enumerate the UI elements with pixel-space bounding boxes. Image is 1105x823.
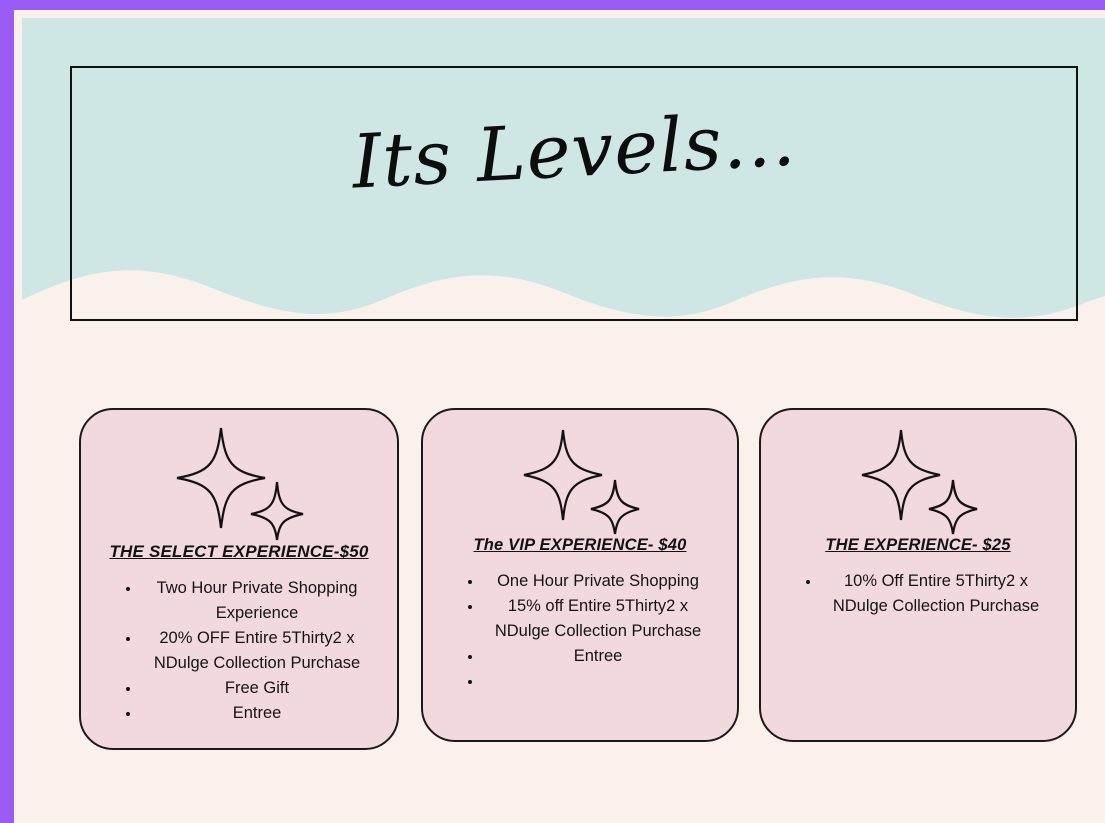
list-item: • Entree: [141, 701, 373, 726]
tier-card-select[interactable]: [79, 408, 399, 750]
card-benefit-list: [439, 569, 721, 694]
sparkle-icons: [777, 424, 1059, 536]
tier-cards: [22, 400, 1105, 750]
card-title: THE SELECT EXPERIENCE-$50: [109, 542, 369, 561]
card-benefit-list: [777, 569, 1059, 619]
tier-card-experience[interactable]: [759, 408, 1077, 742]
list-item: • 20% OFF Entire 5Thirty2 x NDulge Collection Purchase: [141, 626, 373, 676]
poster-inner: [22, 18, 1105, 823]
list-item: • Entree: [483, 644, 713, 669]
sparkle-icon: [169, 424, 309, 542]
list-item: • 10% Off Entire 5Thirty2 x NDulge Collection Purchase: [821, 569, 1051, 619]
list-item: • One Hour Private Shopping: [483, 569, 713, 594]
tier-card-vip[interactable]: [421, 408, 739, 742]
card-benefit-list: [97, 576, 381, 726]
list-item: • Free Gift: [141, 676, 373, 701]
card-title: The VIP EXPERIENCE- $40: [473, 536, 687, 554]
page-title: Its Levels...: [349, 96, 799, 206]
card-title: THE EXPERIENCE- $25: [825, 536, 1011, 554]
sparkle-icon: [853, 424, 983, 536]
list-item: [483, 669, 713, 694]
sparkle-icons: [97, 424, 381, 542]
list-item: • 15% off Entire 5Thirty2 x NDulge Collection Purchase: [483, 594, 713, 644]
sparkle-icons: [439, 424, 721, 536]
sparkle-icon: [515, 424, 645, 536]
list-item: • Two Hour Private Shopping Experience: [141, 576, 373, 626]
